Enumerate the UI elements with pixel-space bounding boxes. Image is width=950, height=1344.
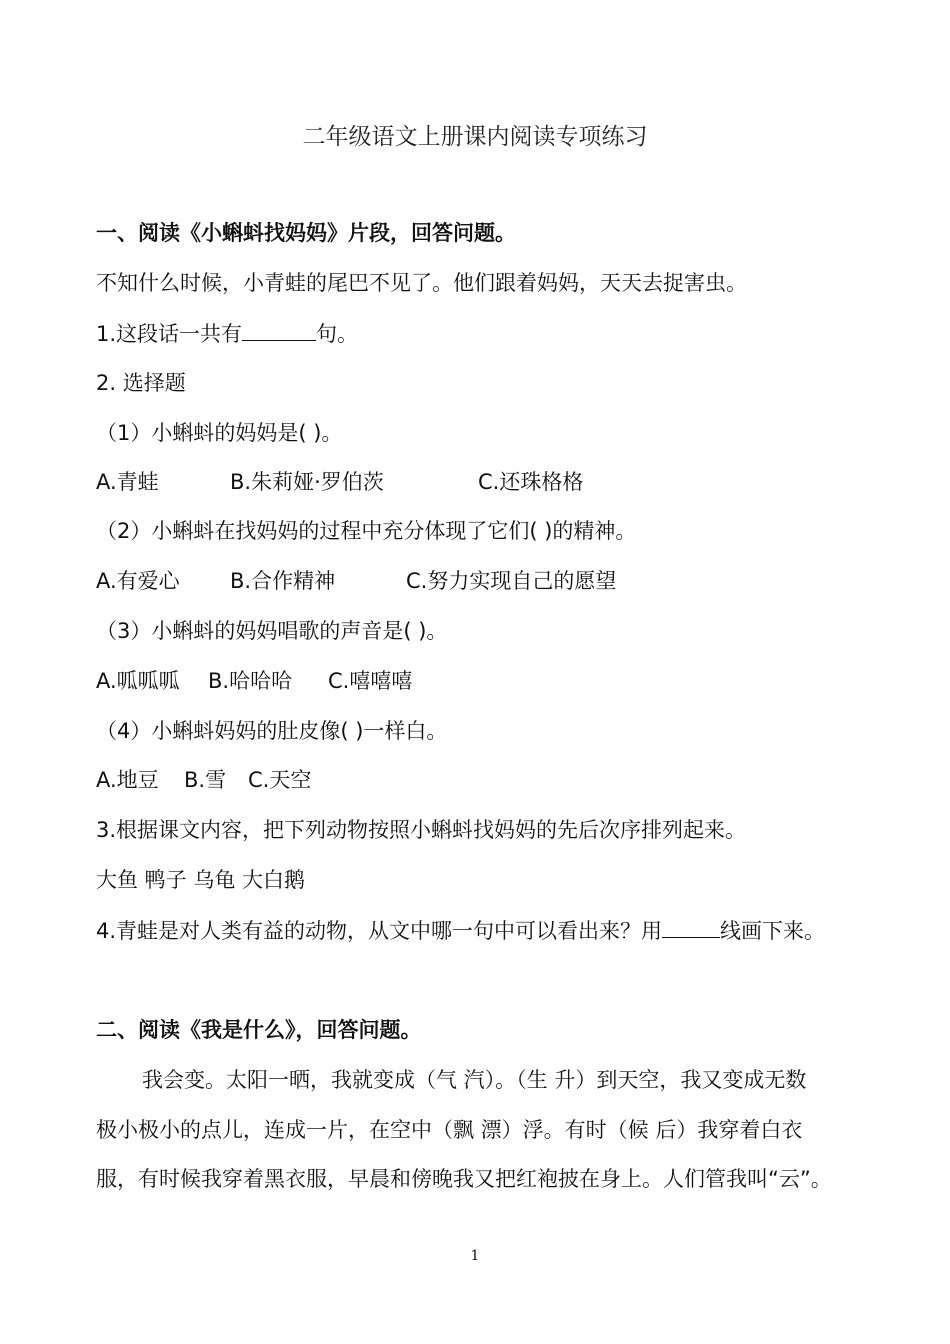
option-c: C.天空 bbox=[248, 768, 312, 792]
question-4 bbox=[96, 915, 866, 946]
option-c: C.还珠格格 bbox=[478, 470, 584, 494]
question-3: 3.根据课文内容，把下列动物按照小蝌蚪找妈妈的先后次序排列起来。 bbox=[96, 818, 747, 842]
section2-passage-line-1: 我会变。太阳一晒，我就变成（气 汽）。（生 升）到天空，我又变成无数 bbox=[142, 1068, 807, 1092]
question-2-1: （1）小蝌蚪的妈妈是( )。 bbox=[96, 421, 343, 445]
answer-blank bbox=[242, 318, 316, 341]
section1-heading: 一、阅读《小蝌蚪找妈妈》片段，回答问题。 bbox=[96, 221, 516, 245]
section2-passage-line-2: 极小极小的点儿，连成一片，在空中（飘 漂）浮。有时（候 后）我穿着白衣 bbox=[96, 1118, 803, 1142]
question-2-3: （3）小蝌蚪的妈妈唱歌的声音是( )。 bbox=[96, 619, 448, 643]
answer-blank bbox=[662, 915, 720, 938]
option-b: B.朱莉娅·罗伯茨 bbox=[230, 470, 384, 494]
question-2-1-options bbox=[96, 467, 866, 497]
question-3-animals: 大鱼 鸭子 乌龟 大白鹅 bbox=[96, 868, 306, 892]
option-b: B.合作精神 bbox=[230, 569, 336, 593]
section2-passage-line-3: 服，有时候我穿着黑衣服，早晨和傍晚我又把红袍披在身上。人们管我叫“云”。 bbox=[96, 1167, 832, 1191]
option-a: A.呱呱呱 bbox=[96, 669, 180, 693]
section2-heading: 二、阅读《我是什么》，回答问题。 bbox=[96, 1018, 422, 1042]
question-1-suffix: 句。 bbox=[316, 322, 359, 346]
page-title: 二年级语文上册课内阅读专项练习 bbox=[302, 124, 648, 150]
question-2-label: 2. 选择题 bbox=[96, 371, 186, 395]
question-1-text: 1.这段话一共有 bbox=[96, 322, 243, 346]
option-b: B.哈哈哈 bbox=[208, 669, 293, 693]
option-a: A.青蛙 bbox=[96, 470, 159, 494]
question-1 bbox=[96, 318, 866, 349]
option-c: C.嘻嘻嘻 bbox=[328, 669, 413, 693]
question-2-2-options bbox=[96, 566, 866, 596]
question-2-2: （2）小蝌蚪在找妈妈的过程中充分体现了它们( )的精神。 bbox=[96, 519, 637, 543]
page-number: 1 bbox=[470, 1248, 480, 1264]
option-a: A.有爱心 bbox=[96, 569, 180, 593]
question-2-3-options bbox=[96, 666, 866, 696]
question-4-suffix: 线画下来。 bbox=[720, 919, 826, 943]
option-a: A.地豆 bbox=[96, 768, 159, 792]
question-2-4-options bbox=[96, 765, 866, 795]
question-2-4: （4）小蝌蚪妈妈的肚皮像( )一样白。 bbox=[96, 719, 448, 743]
option-c: C.努力实现自己的愿望 bbox=[406, 569, 617, 593]
option-b: B.雪 bbox=[184, 768, 227, 792]
question-4-text: 4.青蛙是对人类有益的动物，从文中哪一句中可以看出来？用 bbox=[96, 919, 663, 943]
section1-passage: 不知什么时候，小青蛙的尾巴不见了。他们跟着妈妈，天天去捉害虫。 bbox=[96, 271, 747, 295]
